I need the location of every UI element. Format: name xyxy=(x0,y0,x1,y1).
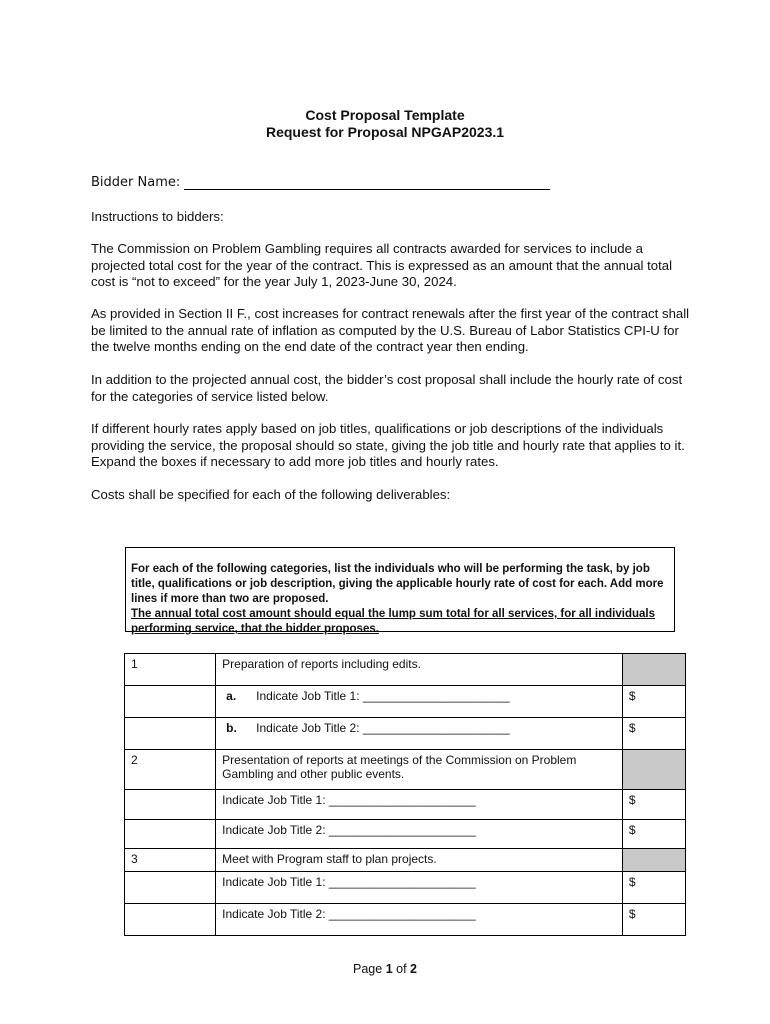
shaded-cell xyxy=(622,654,685,686)
shaded-cell xyxy=(622,750,685,790)
job-title-label[interactable]: Indicate Job Title 1: ______________________ xyxy=(216,790,623,820)
deliverable-number: 1 xyxy=(125,654,216,686)
table-row xyxy=(125,849,686,872)
job-title-label: Indicate Job Title 2: ______________________ xyxy=(256,721,510,735)
paragraph-hourly-rate: In addition to the projected annual cost, the bidder’s cost proposal shall include the hourly rate of cost for the categories of service listed below. xyxy=(91,372,683,404)
deliverable-title: Presentation of reports at meetings of the Commission on Problem Gambling and other public events. xyxy=(216,750,623,790)
bidder-name-field[interactable] xyxy=(184,175,550,190)
job-title-cell[interactable] xyxy=(216,718,623,750)
paragraph-commission: The Commission on Problem Gambling requires all contracts awarded for services to include a projected total cost for the year of the contract. This is expressed as an amount that the annual total cost is “not to exceed” for the year July 1, 2023-June 30, 2024. xyxy=(91,241,673,289)
deliverable-number: 2 xyxy=(125,750,216,790)
table-row xyxy=(125,872,686,904)
page-subtitle: Request for Proposal NPGAP2023.1 xyxy=(265,124,505,140)
deliverable-title: Meet with Program staff to plan projects. xyxy=(216,849,623,872)
page-title: Cost Proposal Template xyxy=(305,107,465,123)
bidder-name-row xyxy=(91,175,550,190)
paragraph-deliverables-intro: Costs shall be specified for each of the following deliverables: xyxy=(91,487,451,502)
deliverable-title: Preparation of reports including edits. xyxy=(216,654,623,686)
table-row xyxy=(125,750,686,790)
amount-cell[interactable]: $ xyxy=(622,686,685,718)
footer-total-pages: 2 xyxy=(410,962,417,976)
job-title-label[interactable]: Indicate Job Title 2: ______________________ xyxy=(216,904,623,936)
paragraph-different-rates: If different hourly rates apply based on job titles, qualifications or job descriptions of the individuals providing the service, the proposal should so state, giving the job title and hourly rate that applies to it. Expand the boxes if necessary to add more job titles and hourly rates. xyxy=(91,421,685,469)
instructions-box-line1: For each of the following categories, list the individuals who will be performing the task, by job title, qualifications or job description, giving the applicable hourly rate of cost for each. Add more lines if more than two are proposed. xyxy=(131,563,664,605)
deliverables-table xyxy=(124,653,686,936)
table-row xyxy=(125,904,686,936)
instructions-heading: Instructions to bidders: xyxy=(91,209,224,224)
table-row xyxy=(125,820,686,849)
table-row xyxy=(125,654,686,686)
amount-cell[interactable]: $ xyxy=(622,790,685,820)
amount-cell[interactable]: $ xyxy=(622,872,685,904)
instructions-box-line2: The annual total cost amount should equal the lump sum total for all services, for all individuals performing service, that the bidder proposes. xyxy=(131,608,655,635)
job-title-cell[interactable] xyxy=(216,686,623,718)
shaded-cell xyxy=(622,849,685,872)
job-title-label[interactable]: Indicate Job Title 2: ______________________ xyxy=(216,820,623,849)
amount-cell[interactable]: $ xyxy=(622,820,685,849)
deliverable-number: 3 xyxy=(125,849,216,872)
job-title-label: Indicate Job Title 1: ______________________ xyxy=(256,689,510,703)
instructions-box xyxy=(125,547,675,635)
footer-page-word: Page xyxy=(353,962,383,976)
amount-cell[interactable]: $ xyxy=(622,718,685,750)
job-letter: a. xyxy=(226,689,237,703)
table-row xyxy=(125,790,686,820)
job-title-label[interactable]: Indicate Job Title 1: ______________________ xyxy=(216,872,623,904)
amount-cell[interactable]: $ xyxy=(622,904,685,936)
table-row xyxy=(125,718,686,750)
table-row xyxy=(125,686,686,718)
footer-current-page: 1 xyxy=(385,962,393,976)
job-letter: b. xyxy=(226,721,237,735)
page-footer xyxy=(0,962,770,976)
paragraph-section-ii-f: As provided in Section II F., cost increases for contract renewals after the first year of the contract shall be limited to the annual rate of inflation as computed by the U.S. Bureau of Labor Statistics CPI-U for the twelve months ending on the end date of the contract year then ending. xyxy=(91,306,690,354)
bidder-name-label: Bidder Name: xyxy=(91,175,181,190)
footer-of-word: of xyxy=(396,962,407,976)
